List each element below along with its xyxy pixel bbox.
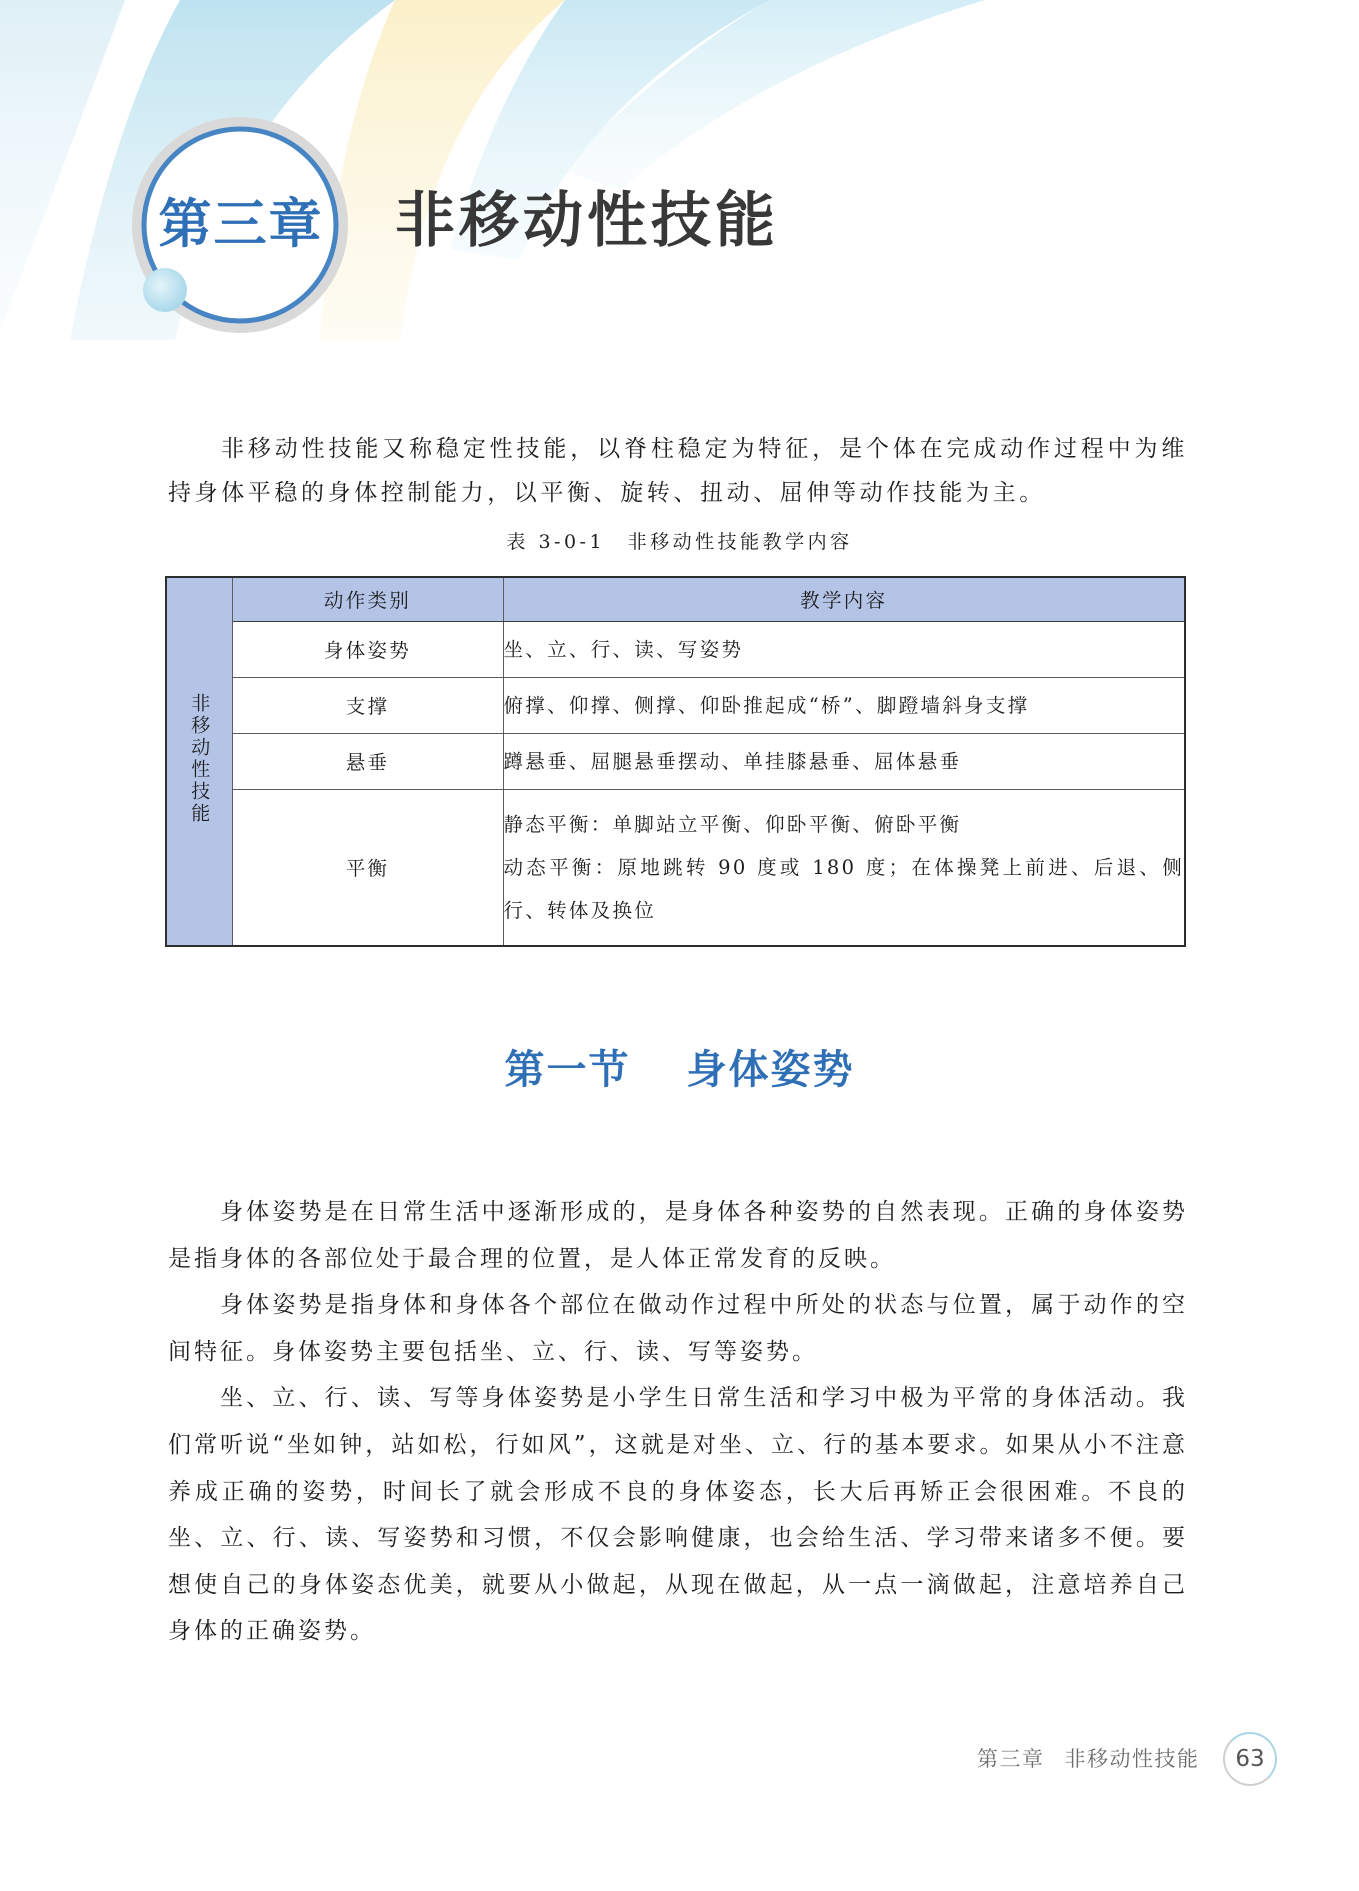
content-line: 动态平衡：原地跳转 90 度或 180 度；在体操凳上前进、后退、侧行、转体及换位 (503, 855, 1184, 922)
category-cell: 身体姿势 (232, 621, 503, 677)
table-caption: 表 3-0-1 非移动性技能教学内容 (506, 531, 853, 553)
table-header-row (166, 577, 1185, 621)
content-line: 坐、立、行、读、写姿势 (503, 637, 744, 661)
section-number: 第一节 (504, 1046, 631, 1093)
table-row (166, 677, 1185, 733)
content-line: 静态平衡：单脚站立平衡、仰卧平衡、俯卧平衡 (503, 812, 962, 836)
content-cell (503, 677, 1185, 733)
teaching-content-table (165, 576, 1186, 947)
chapter-badge-label: 第三章 (158, 194, 324, 255)
body-paragraph: 身体姿势是指身体和身体各个部位在做动作过程中所处的状态与位置，属于动作的空间特征。身体姿势主要包括坐、立、行、读、写等姿势。 (168, 1292, 1188, 1365)
content-cell (503, 789, 1185, 946)
intro-paragraph: 非移动性技能又称稳定性技能，以脊柱稳定为特征，是个体在完成动作过程中为维持身体平稳的身体控制能力，以平衡、旋转、扭动、屈伸等动作技能为主。 (168, 436, 1188, 507)
table-row (166, 733, 1185, 789)
body-paragraph: 坐、立、行、读、写等身体姿势是小学生日常生活和学习中极为平常的身体活动。我们常听说“坐如钟，站如松，行如风”，这就是对坐、立、行的基本要求。如果从小不注意养成正确的姿势，时间长了就会形成不良的身体姿态，长大后再矫正会很困难。不良的坐、立、行、读、写姿势和习惯，不仅会影响健康，也会给生活、学习带来诸多不便。要想使自己的身体姿态优美，就要从小做起，从现在做起，从一点一滴做起，注意培养自己身体的正确姿势。 (168, 1385, 1188, 1645)
table-row (166, 789, 1185, 946)
header-category: 动作类别 (232, 577, 503, 621)
category-cell: 支撑 (232, 677, 503, 733)
category-cell: 平衡 (232, 789, 503, 946)
chapter-title: 非移动性技能 (395, 186, 779, 256)
body-paragraph: 身体姿势是在日常生活中逐渐形成的，是身体各种姿势的自然表现。正确的身体姿势是指身体的各部位处于最合理的位置，是人体正常发育的反映。 (168, 1199, 1188, 1272)
page-number: 63 (1235, 1746, 1265, 1772)
footer-title: 非移动性技能 (1064, 1747, 1200, 1771)
side-label: 非移动性技能 (188, 693, 211, 825)
table-row (166, 621, 1185, 677)
category-cell: 悬垂 (232, 733, 503, 789)
decorative-bubble (143, 268, 187, 312)
header-content: 教学内容 (503, 577, 1185, 621)
section-title: 身体姿势 (686, 1046, 855, 1093)
header-decoration (0, 0, 1359, 360)
content-line: 蹲悬垂、屈腿悬垂摆动、单挂膝悬垂、屈体悬垂 (503, 749, 962, 773)
section-heading (0, 1046, 1359, 1094)
content-cell (503, 733, 1185, 789)
content-line: 俯撑、仰撑、侧撑、仰卧推起成“桥”、脚蹬墙斜身支撑 (503, 693, 1030, 717)
page-footer (977, 1745, 1200, 1773)
body-text (168, 1189, 1188, 1655)
content-cell (503, 621, 1185, 677)
footer-chapter: 第三章 (977, 1747, 1045, 1771)
side-label-cell (166, 577, 232, 946)
page-number-badge (1223, 1732, 1277, 1786)
